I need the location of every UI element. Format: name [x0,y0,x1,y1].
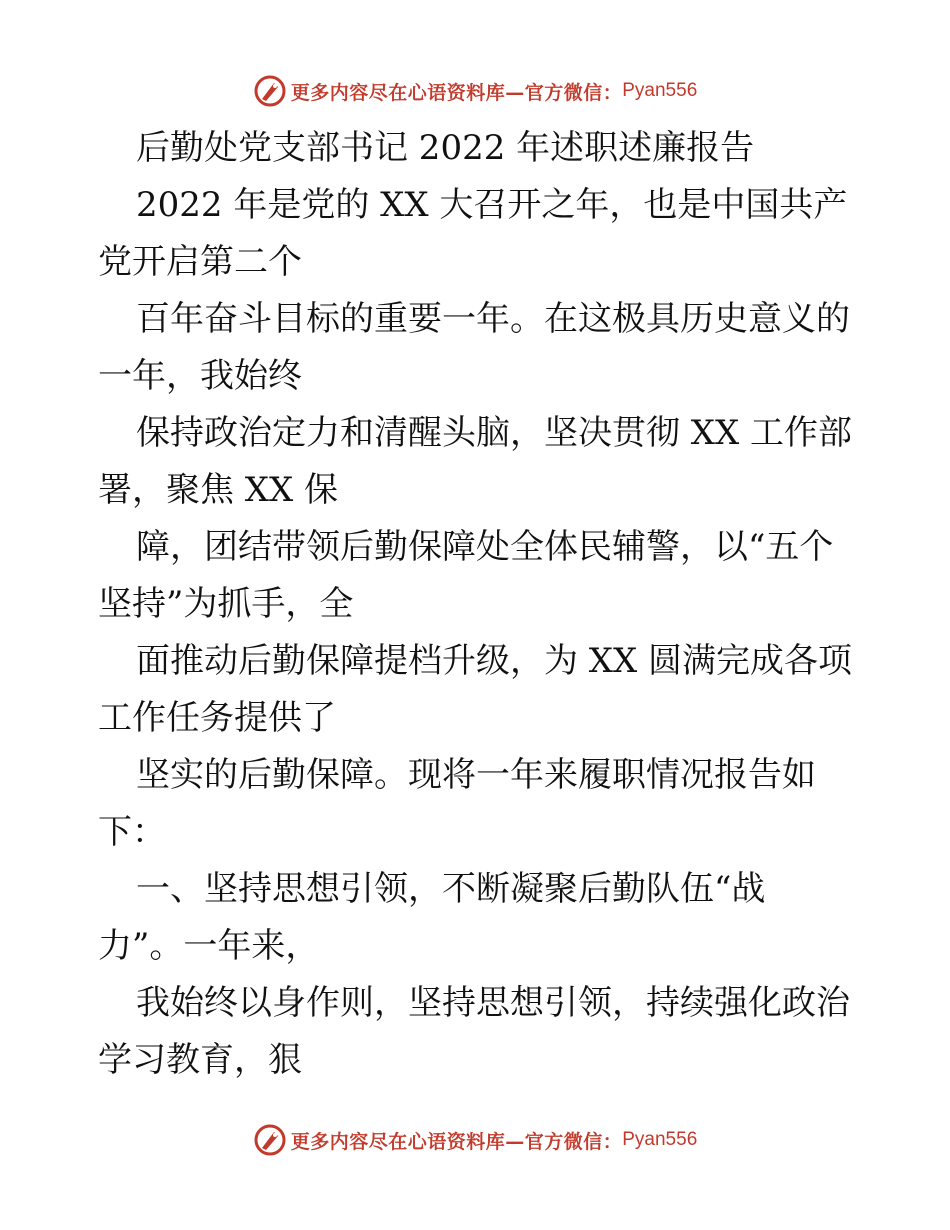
paragraph-line: 百年奋斗目标的重要一年。在这极具历史意义的 [136,299,850,339]
paragraph-line: 坚持”为抓手，全 [98,584,354,624]
pen-nib-logo-icon [253,1123,287,1157]
section-heading-line: 一、坚持思想引领，不断凝聚后勤队伍“战 [136,869,766,909]
document-title: 后勤处党支部书记 2022 年述职述廉报告 [136,128,755,168]
watermark-text: 更多内容尽在心语资料库—官方微信： [290,81,623,104]
paragraph-line: 面推动后勤保障提档升级，为 XX 圆满完成各项 [136,641,853,681]
paragraph-line: 障，团结带领后勤保障处全体民辅警，以“五个 [136,527,834,567]
paragraph-line: 署，聚焦 XX 保 [98,470,339,510]
paragraph-line: 学习教育，狠 [98,1040,302,1080]
paragraph-line: 2022 年是党的 XX 大召开之年，也是中国共产 [136,185,848,225]
pen-nib-logo-icon [253,74,287,108]
watermark-text: 更多内容尽在心语资料库—官方微信： [290,1130,623,1153]
watermark-wechat-id: Pyan556 [622,80,698,101]
paragraph-line: 一年，我始终 [98,356,302,396]
document-body [98,120,858,1089]
section-heading-line: 力”。一年来， [98,926,320,966]
paragraph-line: 保持政治定力和清醒头脑，坚决贯彻 XX 工作部 [136,413,853,453]
paragraph-line: 下： [98,812,166,852]
watermark-footer [0,1120,950,1160]
paragraph-line: 坚实的后勤保障。现将一年来履职情况报告如 [136,755,816,795]
paragraph-line: 党开启第二个 [98,242,302,282]
watermark-wechat-id: Pyan556 [622,1129,698,1150]
paragraph-line: 我始终以身作则，坚持思想引领，持续强化政治 [136,983,850,1023]
paragraph-line: 工作任务提供了 [98,698,336,738]
watermark-header [0,71,950,111]
